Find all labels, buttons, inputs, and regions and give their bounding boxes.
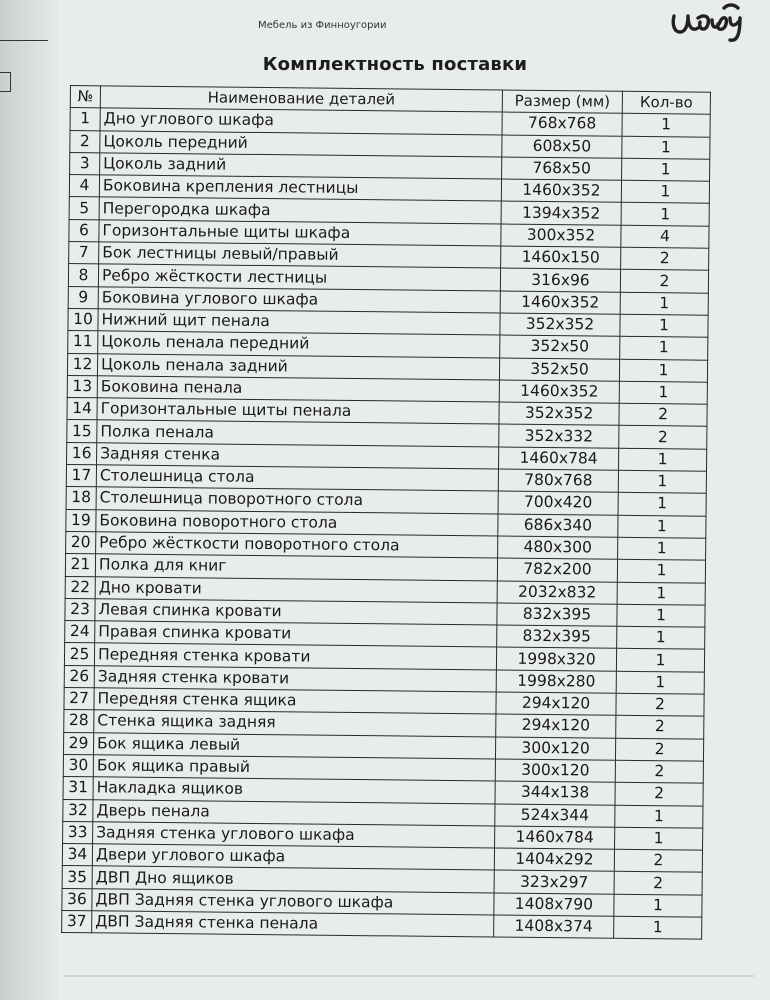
part-name: ДВП Задняя стенка углового шкафа: [92, 888, 494, 915]
row-number: 35: [62, 866, 92, 889]
parts-table: [61, 85, 711, 940]
part-size: 1460х352: [500, 291, 620, 315]
part-quantity: 1: [622, 158, 710, 181]
part-name: Дверь пенала: [93, 799, 495, 826]
row-number: 19: [66, 509, 96, 532]
part-size: 300х120: [495, 737, 615, 761]
part-size: 1998х320: [496, 647, 616, 671]
part-size: 1408х374: [494, 915, 614, 939]
part-quantity: 2: [615, 782, 703, 805]
row-number: 1: [70, 108, 100, 131]
part-size: 1460х784: [499, 447, 619, 471]
part-quantity: 1: [619, 359, 707, 382]
part-name: Нижний щит пенала: [98, 309, 500, 336]
part-size: 1408х790: [494, 893, 614, 917]
part-quantity: 1: [614, 894, 702, 917]
part-quantity: 1: [615, 827, 703, 850]
part-name: Задняя стенка кровати: [94, 666, 496, 693]
part-quantity: 1: [615, 805, 703, 828]
part-quantity: 1: [616, 671, 704, 694]
part-size: 686х340: [498, 514, 618, 538]
part-size: 1404х292: [494, 848, 614, 872]
part-quantity: 2: [621, 247, 709, 270]
part-name: Горизонтальные щиты пенала: [97, 398, 499, 425]
row-number: 29: [63, 732, 93, 755]
part-size: 323х297: [494, 870, 614, 894]
row-number: 8: [68, 264, 98, 287]
part-name: Левая спинка кровати: [95, 599, 497, 626]
part-quantity: 1: [620, 337, 708, 360]
page-bottom-edge: [64, 975, 754, 977]
part-name: Бок лестницы левый/правый: [99, 242, 501, 269]
part-name: Правая спинка кровати: [95, 621, 497, 648]
document-title: Комплектность поставки: [262, 54, 528, 75]
left-page-rule: [0, 40, 48, 41]
row-number: 31: [63, 777, 93, 800]
part-quantity: 2: [614, 849, 702, 872]
row-number: 4: [69, 175, 99, 198]
part-quantity: 1: [621, 180, 709, 203]
part-size: 1998х280: [496, 670, 616, 694]
part-quantity: 1: [622, 114, 710, 137]
part-size: 524х344: [495, 803, 615, 827]
row-number: 25: [64, 643, 94, 666]
header-part-name: Наименование деталей: [100, 86, 502, 113]
row-number: 9: [68, 286, 98, 309]
row-number: 24: [65, 621, 95, 644]
row-number: 17: [66, 465, 96, 488]
header-size: Размер (мм): [502, 90, 622, 114]
part-name: Цоколь пенала передний: [98, 331, 500, 358]
part-name: Задняя стенка углового шкафа: [93, 822, 495, 849]
part-size: 780х768: [498, 469, 618, 493]
part-size: 352х352: [499, 402, 619, 426]
part-quantity: 1: [617, 626, 705, 649]
part-name: Цоколь пенала задний: [97, 353, 499, 380]
part-quantity: 1: [614, 916, 702, 939]
part-quantity: 2: [620, 270, 708, 293]
part-size: 300х352: [501, 224, 621, 248]
brand-tagline: Мебель из Финноугории: [258, 20, 387, 31]
part-size: 294х120: [496, 714, 616, 738]
part-name: Дно углового шкафа: [100, 108, 502, 135]
row-number: 16: [67, 442, 97, 465]
part-name: ДВП Дно ящиков: [92, 866, 494, 893]
part-size: 608х50: [502, 135, 622, 159]
row-number: 30: [63, 754, 93, 777]
row-number: 33: [63, 821, 93, 844]
part-size: 352х332: [499, 424, 619, 448]
part-size: 294х120: [496, 692, 616, 716]
part-quantity: 1: [618, 493, 706, 516]
row-number: 21: [65, 554, 95, 577]
row-number: 7: [69, 242, 99, 265]
part-quantity: 1: [622, 136, 710, 159]
part-size: 1460х352: [501, 179, 621, 203]
part-name: Боковина крепления лестницы: [99, 175, 501, 202]
part-name: Ребро жёсткости поворотного стола: [96, 532, 498, 559]
part-size: 352х352: [500, 313, 620, 337]
part-size: 768х50: [502, 157, 622, 181]
part-size: 1394х352: [501, 202, 621, 226]
part-quantity: 1: [617, 559, 705, 582]
row-number: 32: [63, 799, 93, 822]
part-quantity: 4: [621, 225, 709, 248]
row-number: 22: [65, 576, 95, 599]
part-quantity: 1: [618, 537, 706, 560]
table-body: [62, 108, 711, 940]
part-size: 344х138: [495, 781, 615, 805]
row-number: 11: [68, 331, 98, 354]
part-size: 700х420: [498, 491, 618, 515]
part-quantity: 2: [616, 693, 704, 716]
part-size: 1460х150: [501, 246, 621, 270]
part-quantity: 1: [621, 203, 709, 226]
part-name: Полка пенала: [97, 420, 499, 447]
part-quantity: 1: [618, 515, 706, 538]
part-name: Стенка ящика задняя: [94, 710, 496, 737]
part-size: 480х300: [498, 536, 618, 560]
part-name: Боковина углового шкафа: [98, 286, 500, 313]
part-name: Накладка ящиков: [93, 777, 495, 804]
row-number: 12: [67, 353, 97, 376]
part-name: Дно кровати: [95, 576, 497, 603]
row-number: 13: [67, 375, 97, 398]
part-size: 832х395: [497, 603, 617, 627]
part-size: 352х50: [500, 335, 620, 359]
row-number: 34: [62, 844, 92, 867]
part-name: Горизонтальные щиты шкафа: [99, 220, 501, 247]
part-name: Бок ящика левый: [93, 732, 495, 759]
part-quantity: 2: [616, 716, 704, 739]
parts-table-wrap: [61, 85, 710, 940]
row-number: 23: [65, 598, 95, 621]
part-quantity: 1: [620, 314, 708, 337]
part-size: 1460х784: [495, 826, 615, 850]
part-size: 832х395: [497, 625, 617, 649]
part-name: Боковина поворотного стола: [96, 509, 498, 536]
part-quantity: 1: [617, 582, 705, 605]
part-name: Бок ящика правый: [93, 755, 495, 782]
part-quantity: 2: [614, 872, 702, 895]
part-size: 768х768: [502, 112, 622, 136]
part-quantity: 2: [615, 760, 703, 783]
row-number: 36: [62, 888, 92, 911]
part-name: Полка для книг: [95, 554, 497, 581]
part-size: 352х50: [499, 358, 619, 382]
page-fold-shadow: [0, 0, 58, 1000]
row-number: 26: [64, 665, 94, 688]
header-number: №: [70, 86, 100, 109]
row-number: 3: [70, 152, 100, 175]
part-quantity: 2: [619, 426, 707, 449]
part-quantity: 1: [617, 604, 705, 627]
part-name: Передняя стенка ящика: [94, 688, 496, 715]
part-quantity: 1: [620, 292, 708, 315]
ivaru-logo: [668, 2, 758, 46]
part-size: 2032х832: [497, 581, 617, 605]
row-number: 20: [66, 531, 96, 554]
part-quantity: 1: [618, 470, 706, 493]
part-size: 782х200: [497, 558, 617, 582]
part-quantity: 1: [619, 381, 707, 404]
row-number: 15: [67, 420, 97, 443]
part-name: Столешница стола: [96, 465, 498, 492]
part-quantity: 1: [616, 649, 704, 672]
part-name: Цоколь задний: [100, 153, 502, 180]
row-number: 14: [67, 398, 97, 421]
left-page-table-edge: [0, 72, 11, 92]
row-number: 27: [64, 687, 94, 710]
part-size: 316х96: [500, 268, 620, 292]
row-number: 28: [64, 710, 94, 733]
part-name: Передняя стенка кровати: [94, 643, 496, 670]
part-size: 300х120: [495, 759, 615, 783]
part-quantity: 2: [615, 738, 703, 761]
part-name: Задняя стенка: [97, 443, 499, 470]
part-name: Боковина пенала: [97, 376, 499, 403]
row-number: 37: [62, 910, 92, 933]
row-number: 6: [69, 219, 99, 242]
part-name: Ребро жёсткости лестницы: [98, 264, 500, 291]
row-number: 18: [66, 487, 96, 510]
row-number: 2: [70, 130, 100, 153]
part-name: Цоколь передний: [100, 130, 502, 157]
part-name: Столешница поворотного стола: [96, 487, 498, 514]
part-name: ДВП Задняя стенка пенала: [92, 911, 494, 938]
row-number: 10: [68, 308, 98, 331]
row-number: 5: [69, 197, 99, 220]
header-quantity: Кол-во: [622, 91, 710, 114]
part-name: Двери углового шкафа: [92, 844, 494, 871]
part-quantity: 2: [619, 403, 707, 426]
part-quantity: 1: [618, 448, 706, 471]
part-size: 1460х352: [499, 380, 619, 404]
part-name: Перегородка шкафа: [99, 197, 501, 224]
